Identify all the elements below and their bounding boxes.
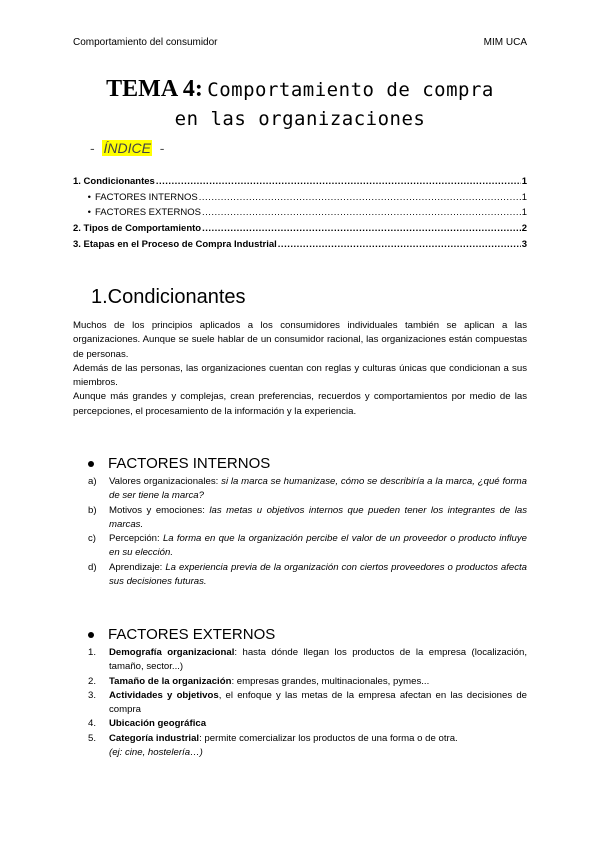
toc-entry-page: 1 [521,192,527,203]
list-marker: 1. [88,647,97,658]
subheading-label: FACTORES EXTERNOS [108,626,276,643]
index-word: ÍNDICE [103,140,151,156]
item-description: La experiencia previa de la organización con ciertos proveedores o productos afecta sus decisiones futuras. [109,561,527,588]
header-program: MIM UCA [483,37,527,48]
toc-entry-label: 3. Etapas en el Proceso de Compra Industrial [73,239,277,250]
header-course: Comportamiento del consumidor [73,37,218,48]
bullet-icon [88,632,94,638]
list-marker: 2. [88,675,97,687]
internal-factors-list [88,475,527,589]
toc-entry-label: FACTORES INTERNOS [95,192,198,203]
external-factors-list [88,646,527,760]
list-marker: 3. [88,689,97,701]
subheading-label: FACTORES INTERNOS [108,455,271,472]
toc-entry[interactable] [73,192,527,203]
item-description: : hasta dónde llegan los productos de la empresa (localización, tamaño, sector...) [109,647,527,673]
item-description: , el enfoque y las metas de la empresa afectan en las decisiones de compra [109,689,527,716]
list-item [88,646,527,675]
item-description: si la marca se humanizase, cómo se describiría a la marca, ¿qué forma de ser tiene la marca? [109,476,527,502]
list-item [88,689,527,718]
toc-leader [156,176,521,187]
index-dash-left: - [90,140,95,156]
page-title [0,76,600,103]
list-item [88,561,527,590]
list-item [88,504,527,533]
subheading-externos [88,626,275,643]
paragraph: Además de las personas, las organizaciones cuentan con reglas y culturas únicas que condicionan a sus miembros. [73,362,527,389]
subheading-internos [88,455,270,472]
toc-bullet-icon: • [87,207,91,218]
bullet-icon [88,461,94,467]
section-heading: 1.Condicionantes [91,286,246,308]
item-label: Categoría industrial [109,732,200,744]
toc-leader [202,207,521,218]
toc-entry[interactable] [73,207,527,218]
item-label: Tamaño de la organización [109,675,232,687]
toc-leader [199,192,521,203]
title-colon: : [194,76,203,102]
toc-entry[interactable] [73,176,527,187]
toc-entry-label: 1. Condicionantes [73,176,155,187]
item-label: Demografía organizacional [109,647,235,658]
title-line2: en las organizaciones [174,108,426,130]
item-note: (ej: cine, hostelería…) [109,747,203,759]
paragraph: Muchos de los principios aplicados a los consumidores individuales también se aplican a las organizaciones. Aunque se suele hablar de un consumidor racional, las organizaciones están compuestas de personas. [73,320,527,360]
item-description: : empresas grandes, multinacionales, pymes... [231,675,430,687]
item-label: Percepción: [109,533,160,545]
toc-entry-page: 1 [521,207,527,218]
toc-leader [278,239,521,250]
title-line1: Comportamiento de compra [207,79,494,101]
item-description: La forma en que la organización percibe el valor de un proveedor o producto influye en su elección. [109,533,527,559]
list-item [88,717,527,731]
list-item [88,532,527,561]
item-description: : permite comercializar los productos de una forma o de otra. [199,732,458,744]
list-item [88,732,527,761]
list-item [88,475,527,504]
toc-entry-page: 3 [521,239,527,250]
list-marker: b) [88,504,97,516]
list-marker: a) [88,476,97,487]
list-marker: 5. [88,732,97,744]
list-marker: d) [88,561,97,573]
item-label: Motivos y emociones: [109,504,205,516]
toc-entry-label: 2. Tipos de Comportamiento [73,223,202,234]
item-label: Valores organizacionales: [109,476,219,487]
item-label: Ubicación geográfica [109,718,207,730]
toc-entry-page: 2 [521,223,527,234]
toc-entry[interactable] [73,239,527,250]
toc-entry-label: FACTORES EXTERNOS [95,207,201,218]
toc-leader [202,223,521,234]
section-body [73,319,527,419]
list-marker: 4. [88,718,97,730]
toc-entry[interactable] [73,223,527,234]
list-marker: c) [88,533,96,545]
item-label: Actividades y objetivos [109,689,219,701]
index-dash-right: - [159,140,165,156]
title-prefix: TEMA 4 [106,76,195,102]
toc-entry-page: 1 [521,176,527,187]
item-label: Aprendizaje: [109,561,163,573]
list-item [88,675,527,689]
toc-bullet-icon: • [87,192,91,203]
item-description: las metas u objetivos internos que pueden tener los integrantes de las marcas. [109,504,528,530]
index-label [90,140,164,156]
title-line2-wrap [0,108,600,130]
paragraph: Aunque más grandes y complejas, crean preferencias, recuerdos y comportamientos por medio de las percepciones, el procesamiento de la información y la experiencia. [73,391,527,417]
